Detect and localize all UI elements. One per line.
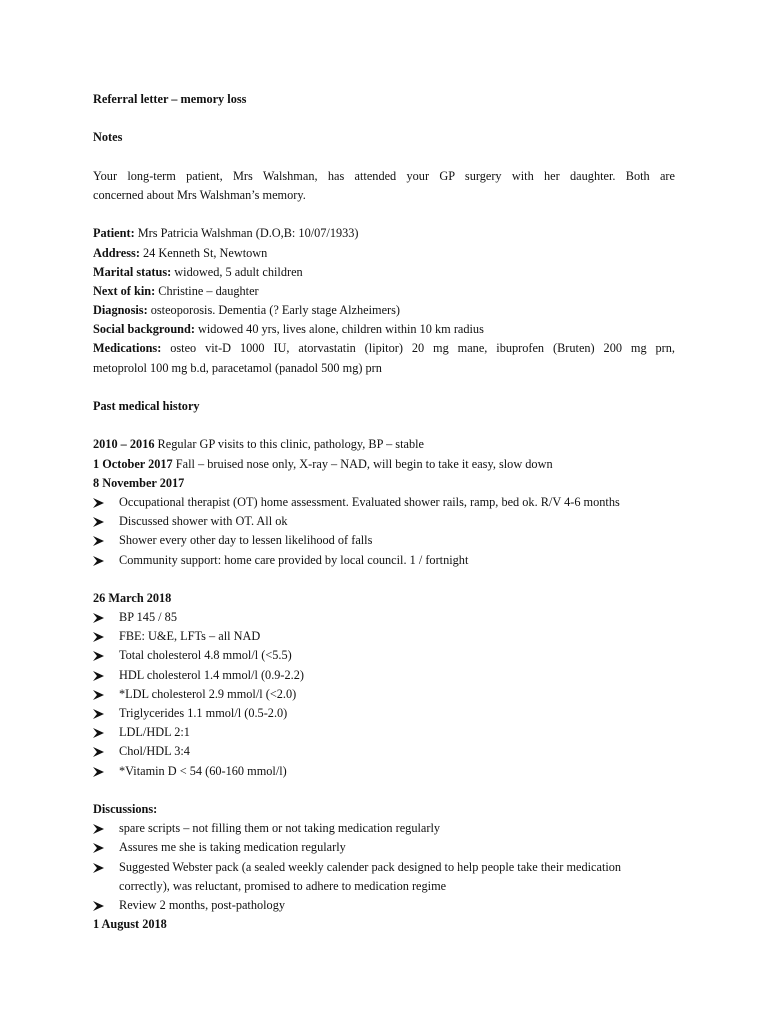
arrow-bullet-icon [93, 551, 105, 570]
list-item [93, 896, 675, 915]
field-value: widowed 40 yrs, lives alone, children within 10 km radius [194, 322, 484, 337]
field-value: widowed, 5 adult children [171, 264, 303, 279]
history-text: Fall – bruised nose only, X-ray – NAD, will begin to take it easy, slow down [172, 456, 553, 471]
history-date: 1 October 2017 [93, 456, 173, 471]
nov-2017-heading: 8 November 2017 [93, 475, 185, 490]
notes-heading: Notes [93, 130, 123, 145]
arrow-bullet-icon [93, 858, 105, 877]
medications-line-2: metoprolol 100 mg b.d, paracetamol (panadol 500 mg) prn [93, 360, 382, 375]
address-field [93, 244, 675, 263]
list-item [93, 819, 675, 838]
history-entry [93, 435, 675, 454]
letter-title: Referral letter – memory loss [93, 92, 247, 106]
arrow-bullet-icon [93, 666, 105, 685]
list-item-text: HDL cholesterol 1.4 mmol/l (0.9-2.2) [119, 667, 304, 682]
list-item-webster [93, 858, 675, 877]
document-page [93, 90, 675, 934]
list-item-text: Discussed shower with OT. All ok [119, 514, 288, 529]
field-label: Address: [93, 245, 140, 260]
list-item [93, 723, 675, 742]
list-item-text: *LDL cholesterol 2.9 mmol/l (<2.0) [119, 686, 297, 701]
list-item [93, 531, 675, 550]
intro-line-2: concerned about Mrs Walshman’s memory. [93, 187, 306, 202]
list-item-text: Review 2 months, post-pathology [119, 897, 285, 912]
list-item-text: Suggested Webster pack (a sealed weekly calender pack designed to help people take their medication [119, 859, 622, 874]
list-item-text: FBE: U&E, LFTs – all NAD [119, 629, 261, 644]
field-value: 24 Kenneth St, Newtown [139, 245, 268, 260]
social-background-field [93, 320, 675, 339]
list-item-text: Assures me she is taking medication regularly [119, 840, 346, 855]
list-item [93, 685, 675, 704]
list-item-text: Community support: home care provided by local council. 1 / fortnight [119, 552, 469, 567]
field-value: osteoporosis. Dementia (? Early stage Alzheimers) [147, 303, 401, 318]
list-item-text: LDL/HDL 2:1 [119, 725, 190, 740]
diagnosis-field [93, 301, 675, 320]
arrow-bullet-icon [93, 646, 105, 665]
list-item [93, 551, 675, 570]
arrow-bullet-icon [93, 838, 105, 857]
arrow-bullet-icon [93, 762, 105, 781]
field-value: Christine – daughter [155, 283, 259, 298]
field-label: Patient: [93, 226, 135, 241]
intro-line-1: Your long-term patient, Mrs Walshman, has attended your GP surgery with her daughter. Both are [93, 168, 675, 183]
field-label: Medications: [93, 341, 162, 356]
field-label: Marital status: [93, 264, 172, 279]
medications-field [93, 339, 675, 358]
list-item-text: spare scripts – not filling them or not taking medication regularly [119, 821, 441, 836]
arrow-bullet-icon [93, 704, 105, 723]
arrow-bullet-icon [93, 608, 105, 627]
field-label: Diagnosis: [93, 303, 148, 318]
list-item [93, 512, 675, 531]
arrow-bullet-icon [93, 493, 105, 512]
list-item-text: Chol/HDL 3:4 [119, 744, 190, 759]
arrow-bullet-icon [93, 685, 105, 704]
list-item [93, 762, 675, 781]
list-item [93, 646, 675, 665]
list-item [93, 493, 675, 512]
mar-2018-heading: 26 March 2018 [93, 590, 172, 605]
list-item-webster-continued [93, 877, 675, 896]
list-item [93, 704, 675, 723]
history-entry [93, 455, 675, 474]
discussions-heading: Discussions: [93, 801, 158, 816]
arrow-bullet-icon [93, 742, 105, 761]
list-item [93, 608, 675, 627]
list-item-text: correctly), was reluctant, promised to adhere to medication regime [119, 878, 447, 893]
arrow-bullet-icon [93, 512, 105, 531]
aug-2018-heading: 1 August 2018 [93, 917, 167, 932]
marital-status-field [93, 263, 675, 282]
arrow-bullet-icon [93, 531, 105, 550]
list-item-text: Total cholesterol 4.8 mmol/l (<5.5) [119, 648, 292, 663]
arrow-bullet-icon [93, 723, 105, 742]
history-date: 2010 – 2016 [93, 437, 155, 452]
list-item [93, 838, 675, 857]
field-label: Social background: [93, 322, 195, 337]
field-value: Mrs Patricia Walshman (D.O,B: 10/07/1933) [134, 226, 359, 241]
list-item-text: Shower every other day to lessen likelihood of falls [119, 533, 373, 548]
arrow-bullet-icon [93, 819, 105, 838]
list-item-text: *Vitamin D < 54 (60-160 mmol/l) [119, 763, 287, 778]
history-text: Regular GP visits to this clinic, pathology, BP – stable [154, 437, 424, 452]
arrow-bullet-icon [93, 896, 105, 915]
next-of-kin-field [93, 282, 675, 301]
past-medical-history-heading: Past medical history [93, 399, 200, 413]
patient-field [93, 224, 675, 243]
list-item-text: Occupational therapist (OT) home assessment. Evaluated shower rails, ramp, bed ok. R/V 4-6 months [119, 494, 620, 509]
list-item [93, 742, 675, 761]
arrow-bullet-icon [93, 627, 105, 646]
list-item [93, 627, 675, 646]
list-item [93, 666, 675, 685]
list-item-text: BP 145 / 85 [119, 610, 177, 625]
field-label: Next of kin: [93, 283, 156, 298]
list-item-text: Triglycerides 1.1 mmol/l (0.5-2.0) [119, 706, 288, 720]
field-value: osteo vit-D 1000 IU, atorvastatin (lipitor) 20 mg mane, ibuprofen (Bruten) 200 mg prn, [161, 341, 675, 356]
